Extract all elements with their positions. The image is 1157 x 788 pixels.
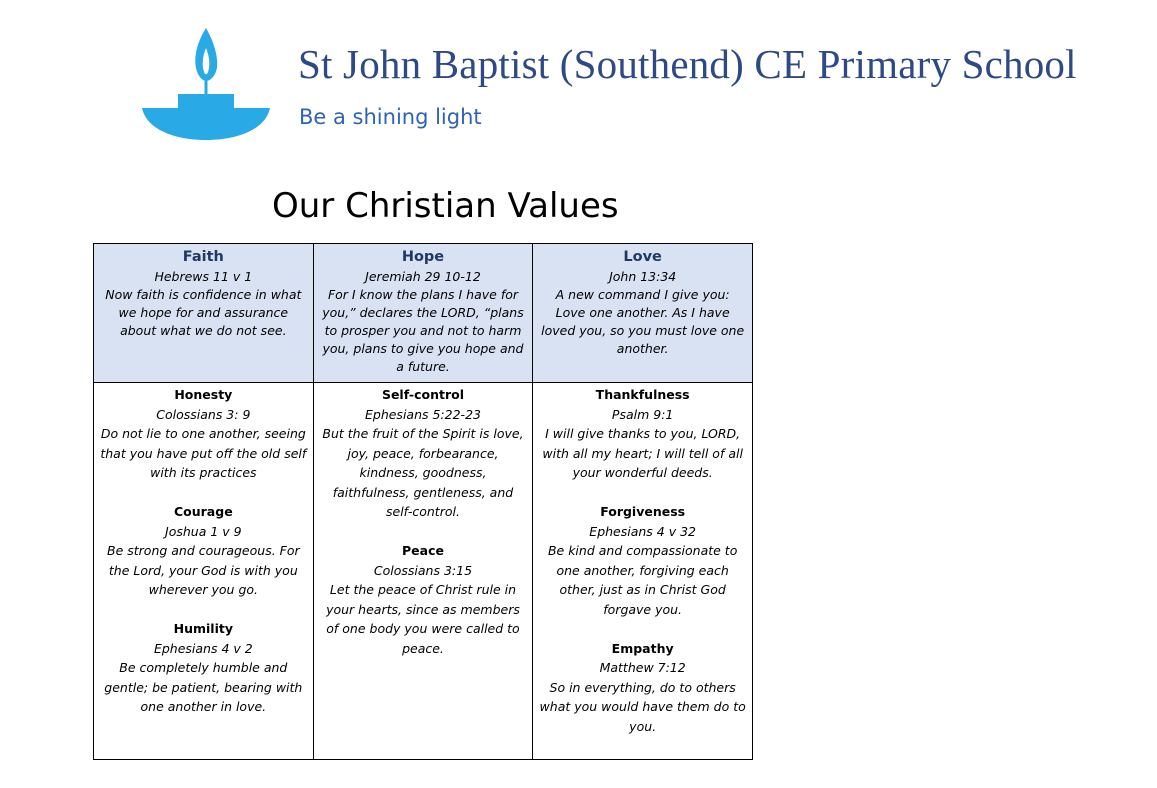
spacer (539, 483, 746, 503)
values-column-3 (533, 383, 753, 760)
supporting-values-row (94, 383, 753, 760)
spacer (100, 600, 307, 620)
scripture-reference: Ephesians 5:22-23 (364, 406, 481, 422)
value-heading: Forgiveness (600, 504, 686, 519)
scripture-verse: Now faith is confidence in what we hope for and assurance about what we do not see. (105, 287, 302, 338)
candle-holder-icon (142, 108, 270, 140)
scripture-verse: For I know the plans I have for you,” declares the LORD, “plans to prosper you and not to harm you, plans to give you hope and a future. (322, 287, 524, 374)
value-heading: Self-control (381, 387, 465, 402)
scripture-verse: I will give thanks to you, LORD, with all my heart; I will tell of all your wonderful deeds. (542, 426, 743, 480)
scripture-reference: Colossians 3: 9 (156, 406, 251, 422)
value-heading: Love (623, 249, 662, 265)
scripture-verse: Do not lie to one another, seeing that you have put off the old self with its practices (100, 426, 307, 480)
scripture-verse: But the fruit of the Spirit is love, joy, peace, forbearance, kindness, goodness, faithfulness, gentleness, and self-control. (322, 426, 524, 519)
values-table (93, 243, 753, 760)
values-column-2 (313, 383, 533, 760)
value-cell-love (533, 244, 753, 383)
page-title: Our Christian Values (272, 186, 619, 226)
school-logo-candle-icon (140, 24, 272, 144)
scripture-verse: Be kind and compassionate to one another, forgiving each other, just as in Christ God forgave you. (547, 543, 738, 617)
scripture-verse: A new command I give you: Love one another. As I have loved you, so you must love one another. (541, 287, 745, 356)
value-heading: Faith (182, 249, 224, 265)
candle-icon (178, 94, 234, 108)
scripture-reference: Ephesians 4 v 2 (153, 640, 253, 656)
value-heading: Humility (173, 621, 234, 636)
value-cell-hope (313, 244, 533, 383)
value-heading: Courage (173, 504, 233, 519)
scripture-reference: Joshua 1 v 9 (165, 523, 242, 539)
scripture-reference: Psalm 9:1 (611, 406, 674, 422)
spacer (539, 619, 746, 639)
school-motto: Be a shining light (299, 105, 482, 129)
scripture-reference: Jeremiah 29 10-12 (365, 269, 481, 284)
scripture-reference: Hebrews 11 v 1 (154, 269, 253, 284)
values-column-1 (94, 383, 314, 760)
value-heading: Honesty (174, 387, 233, 402)
value-heading: Thankfulness (595, 387, 690, 402)
scripture-verse: So in everything, do to others what you would have them do to you. (539, 679, 746, 734)
scripture-verse: Let the peace of Christ rule in your hearts, since as members of one body you were called to peace. (326, 582, 520, 656)
spacer (100, 483, 307, 503)
scripture-verse: Be completely humble and gentle; be patient, bearing with one another in love. (104, 660, 303, 714)
scripture-reference: John 13:34 (609, 269, 677, 284)
value-heading: Hope (401, 249, 445, 265)
scripture-reference: Matthew 7:12 (599, 660, 686, 675)
value-heading: Peace (402, 543, 444, 558)
spacer (320, 522, 527, 542)
wick-icon (205, 81, 208, 96)
value-heading: Empathy (611, 640, 674, 656)
core-values-row (94, 244, 753, 383)
scripture-reference: Colossians 3:15 (373, 562, 473, 578)
scripture-verse: Be strong and courageous. For the Lord, your God is with you wherever you go. (107, 543, 300, 597)
school-name: St John Baptist (Southend) CE Primary School (298, 41, 1077, 87)
scripture-reference: Ephesians 4 v 32 (589, 523, 696, 539)
value-cell-faith (94, 244, 314, 383)
